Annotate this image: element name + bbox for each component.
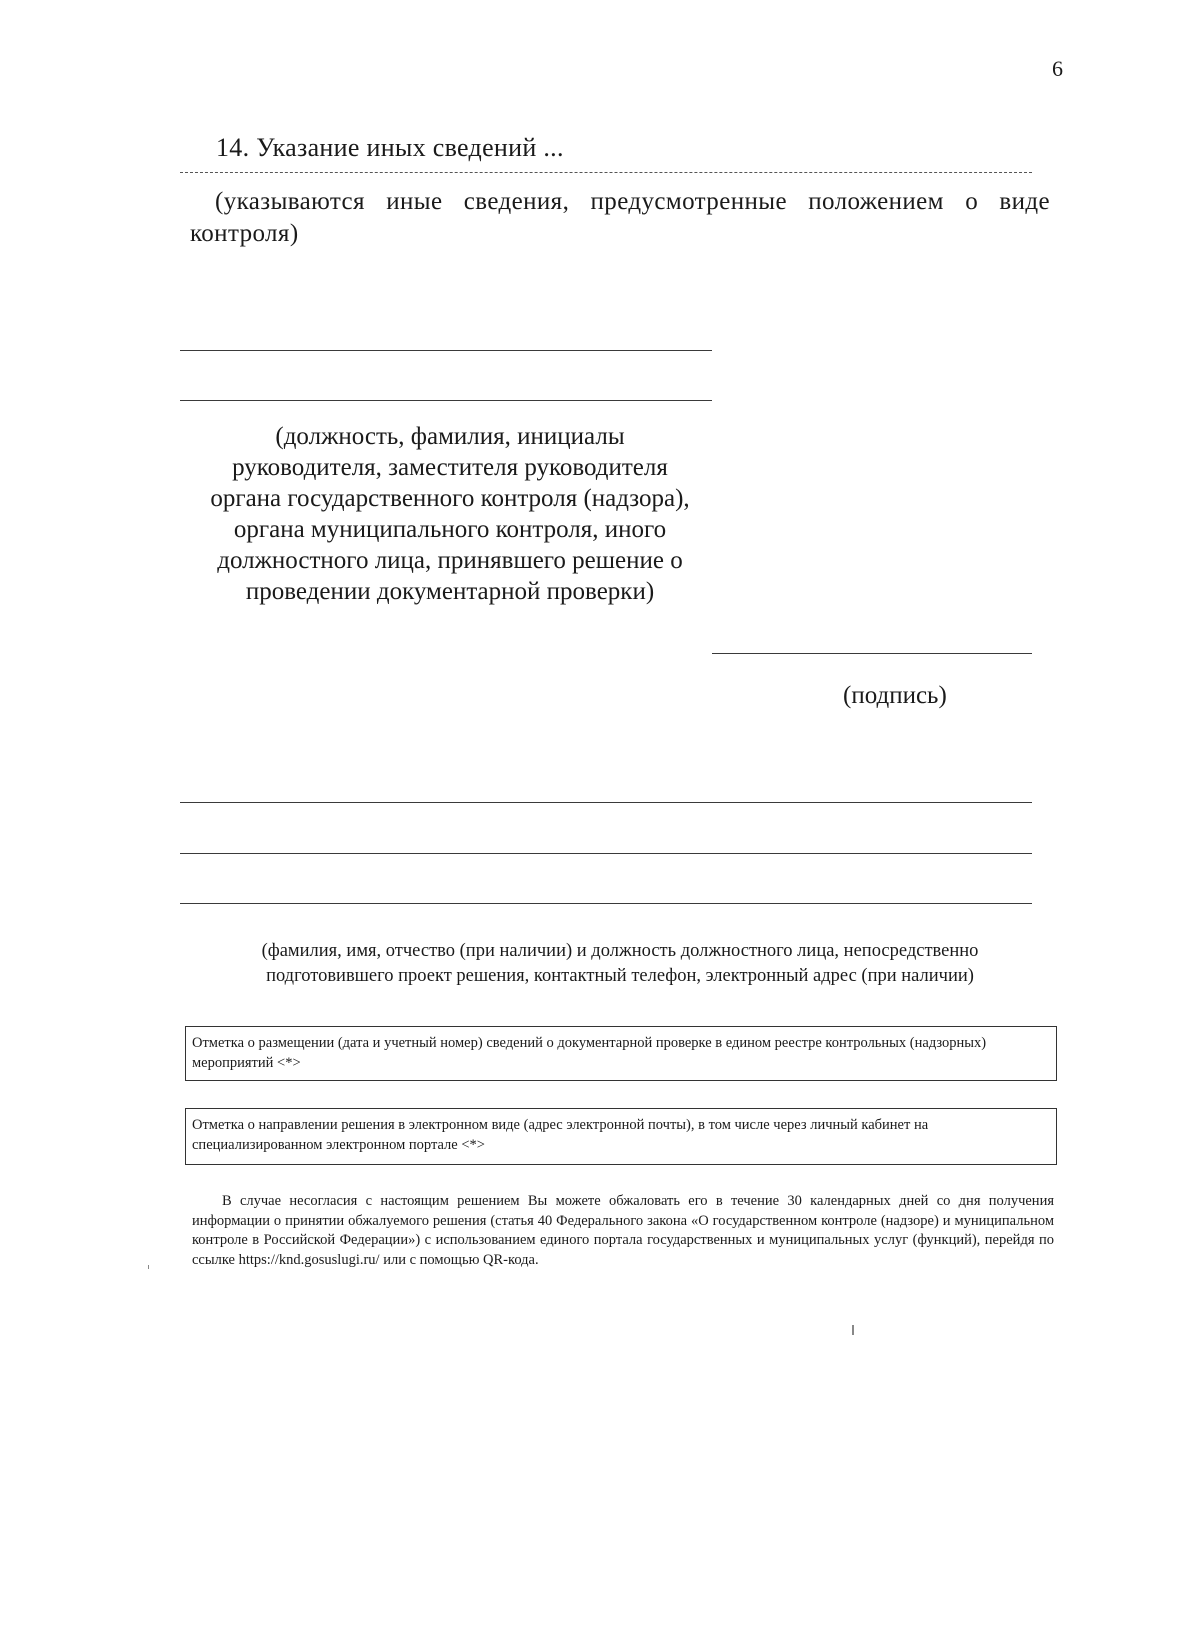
preparer-line-3: [180, 903, 1032, 904]
preparer-caption: [190, 939, 1050, 989]
official-caption: [180, 421, 720, 607]
preparer-caption-line: (фамилия, имя, отчество (при наличии) и должность должностного лица, непосредственно: [261, 941, 979, 961]
registry-mark-box: [185, 1026, 1057, 1081]
official-caption-line: органа государственного контроля (надзора),: [210, 485, 690, 512]
scan-speck: [148, 1265, 149, 1269]
page-number: 6: [1052, 56, 1063, 81]
official-caption-line: руководителя, заместителя руководителя: [232, 454, 668, 481]
preparer-line-2: [180, 853, 1032, 854]
scan-speck: [852, 1325, 854, 1335]
appeal-notice: В случае несогласия с настоящим решением Вы можете обжаловать его в течение 30 календарных дней со дня получения информации о принятии обжалуемого решения (статья 40 Федерального закона «О государственном контроле (надзоре) и муниципальном контроле в Российской Федерации») с использованием единого портала государственных и муниципальных услуг (функций), перейдя по ссылке https://knd.gosuslugi.ru/ или с помощью QR-кода.: [192, 1193, 1054, 1268]
official-caption-line: проведении документарной проверки): [245, 578, 655, 605]
official-caption-line: органа муниципального контроля, иного: [233, 516, 667, 543]
section-14-description: (указываются иные сведения, предусмотренные положением о виде контроля): [190, 188, 1050, 247]
preparer-line-1: [180, 802, 1032, 803]
official-line-1: [180, 350, 712, 351]
delivery-mark-box: [185, 1108, 1057, 1165]
registry-mark-text: Отметка о размещении (дата и учетный номер) сведений о документарной проверке в едином реестре контрольных (надзорных) мероприятий <*>: [192, 1035, 987, 1071]
preparer-caption-line: подготовившего проект решения, контактный телефон, электронный адрес (при наличии): [266, 966, 974, 986]
official-line-2: [180, 400, 712, 401]
official-caption-line: (должность, фамилия, инициалы: [275, 423, 625, 450]
delivery-mark-text: Отметка о направлении решения в электронном виде (адрес электронной почты), в том числе через личный кабинет на специализированном электронном портале <*>: [192, 1117, 929, 1153]
signature-caption: (подпись): [843, 682, 947, 709]
heading-underline: [180, 172, 1032, 173]
section-14-heading: 14. Указание иных сведений ...: [216, 133, 564, 162]
official-caption-line: должностного лица, принявшего решение о: [217, 547, 683, 574]
signature-line: [712, 653, 1032, 654]
